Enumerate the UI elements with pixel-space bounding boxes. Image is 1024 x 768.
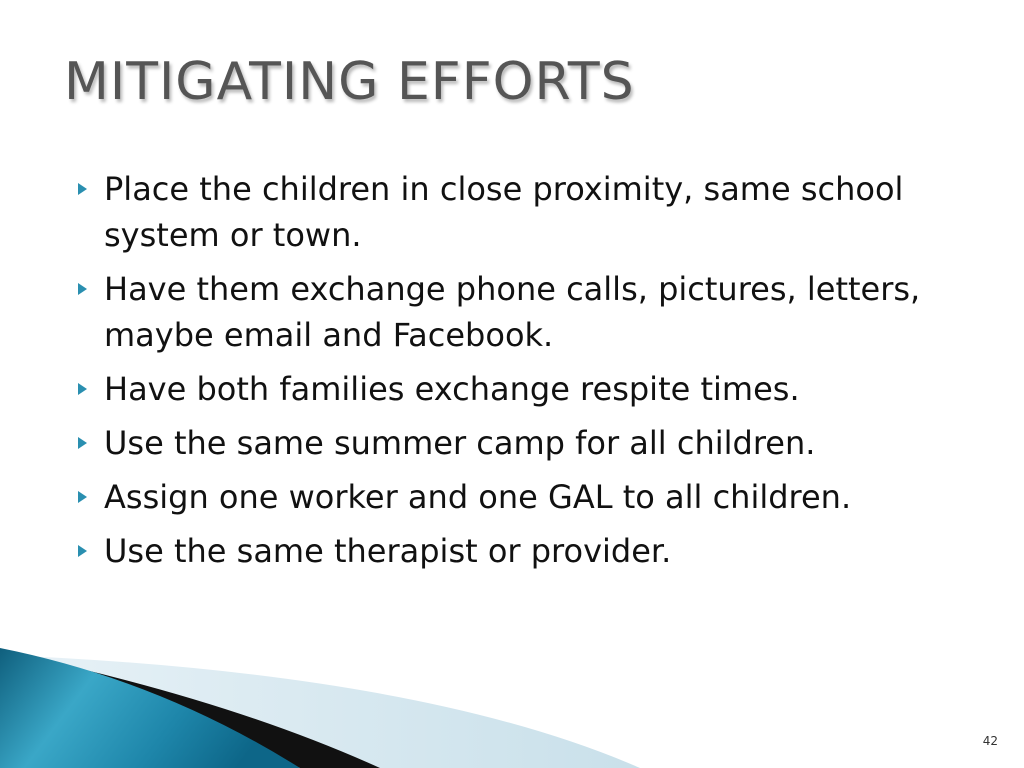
slide-title: MITIGATING EFFORTS [64,52,635,112]
bullet-item [74,420,954,466]
triangle-bullet-icon [78,491,87,503]
bullet-item [74,366,954,412]
bullet-item [74,266,954,358]
bullet-text: Assign one worker and one GAL to all children. [104,478,852,516]
bullet-text: Place the children in close proximity, same school system or town. [104,170,904,254]
bullet-text: Have them exchange phone calls, pictures, letters, maybe email and Facebook. [104,270,921,354]
bullet-text: Use the same therapist or provider. [104,532,672,570]
triangle-bullet-icon [78,545,87,557]
bullet-text: Have both families exchange respite times. [104,370,800,408]
triangle-bullet-icon [78,183,87,195]
bullet-item [74,474,954,520]
bullet-item [74,166,954,258]
triangle-bullet-icon [78,283,87,295]
bullet-text: Use the same summer camp for all children. [104,424,816,462]
page-number: 42 [982,734,998,748]
triangle-bullet-icon [78,383,87,395]
bullet-list [74,166,954,582]
triangle-bullet-icon [78,437,87,449]
bullet-item [74,528,954,574]
